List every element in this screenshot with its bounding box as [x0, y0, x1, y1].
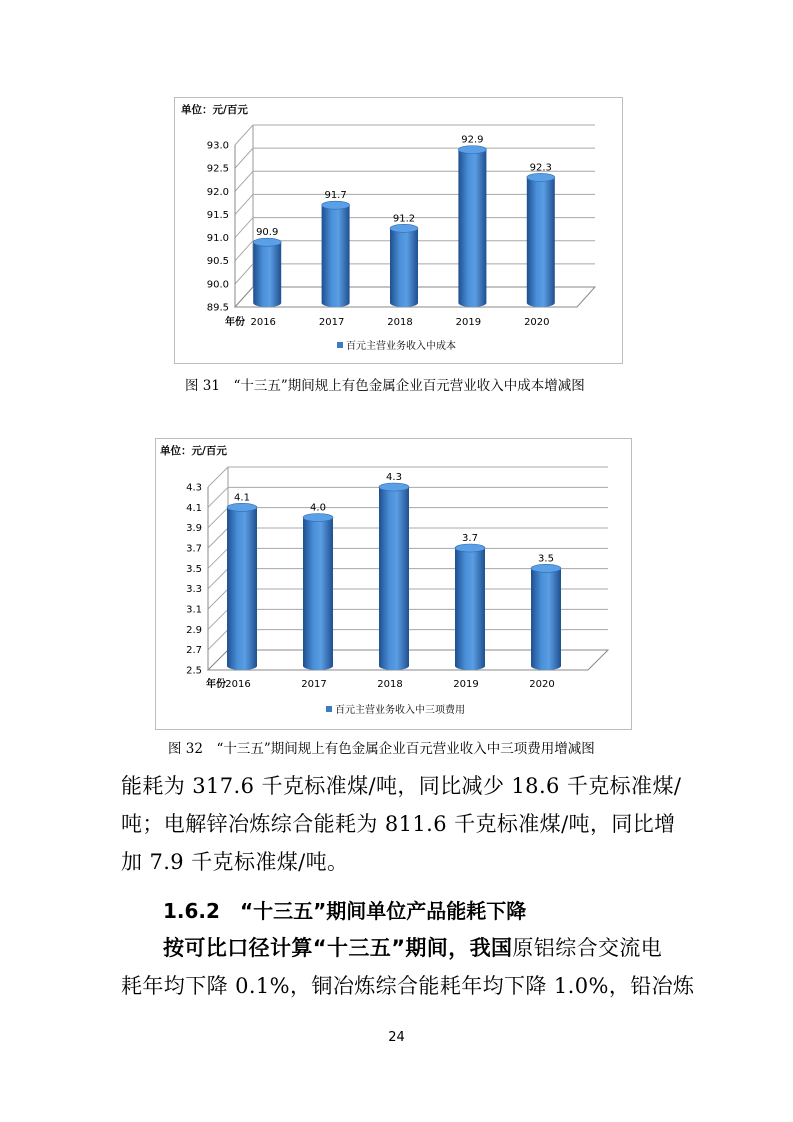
legend-label: 百元主营业务收入中成本 [346, 341, 456, 352]
legend-swatch [337, 342, 343, 348]
chart-three-expenses-per-hundred-yuan [155, 438, 632, 730]
unit-label: 单位：元/百元 [160, 445, 227, 457]
bar-top [379, 483, 409, 491]
y-tick-label: 90.5 [206, 256, 229, 268]
x-tick-label: 2017 [301, 679, 327, 690]
bar-body [322, 205, 350, 307]
data-label: 91.7 [324, 190, 347, 202]
bar [303, 514, 333, 671]
y-tick-label: 3.7 [186, 543, 202, 555]
bar-top [303, 514, 333, 522]
data-label: 3.7 [462, 533, 478, 544]
gridline [208, 467, 608, 487]
y-tick-label: 4.1 [186, 502, 202, 514]
page-number: 24 [388, 1030, 405, 1045]
chart-svg-2 [156, 439, 631, 729]
bar [253, 238, 281, 307]
data-label: 3.5 [538, 553, 554, 565]
bar [390, 224, 418, 307]
bar-top [458, 146, 486, 154]
bar-body [390, 228, 418, 307]
y-tick-label: 89.5 [206, 302, 229, 314]
bar-body [227, 507, 257, 670]
bar [531, 564, 561, 670]
section-heading: 1.6.2 “十三五”期间单位产品能耗下降 [163, 899, 527, 923]
bar [458, 146, 486, 307]
y-tick-label: 3.1 [186, 604, 202, 616]
y-tick-label: 2.9 [186, 624, 202, 636]
data-label: 4.3 [386, 472, 402, 483]
data-label: 92.9 [461, 134, 484, 146]
y-tick-label: 2.7 [186, 645, 202, 657]
bar-body [253, 242, 281, 307]
y-tick-label: 93.0 [206, 140, 229, 152]
data-label: 91.2 [392, 213, 416, 225]
x-tick-label: 2017 [318, 317, 345, 328]
figure-31-caption: 图 31 “十三五”期间规上有色金属企业百元营业收入中成本增减图 [185, 378, 585, 394]
bar-top [455, 544, 485, 552]
paragraph-line: 加 7.9 千克标准煤/吨。 [121, 850, 349, 874]
bold-lead-text: 按可比口径计算“十三五”期间，我国 [163, 936, 513, 960]
chart-svg-1 [175, 98, 622, 363]
legend-label: 百元主营业务收入中三项费用 [335, 705, 465, 716]
paragraph-line: 耗年均下降 0.1%，铜冶炼综合能耗年均下降 1.0%，铅冶炼 [121, 974, 695, 998]
bar-top [322, 201, 350, 209]
bar-body [303, 518, 333, 671]
y-tick-label: 3.5 [186, 563, 202, 575]
bar-body [527, 177, 555, 307]
y-tick-label: 92.5 [206, 163, 229, 175]
bar-body [455, 548, 485, 670]
x-tick-label: 2016 [225, 679, 251, 690]
x-tick-label: 2018 [377, 679, 403, 690]
x-tick-label: 2020 [524, 317, 550, 328]
x-axis-label: 年份 [206, 679, 226, 690]
y-tick-label: 2.5 [186, 665, 202, 677]
legend-swatch [326, 706, 332, 712]
y-tick-label: 4.3 [186, 482, 202, 494]
paragraph-line [163, 930, 662, 966]
bar [527, 173, 555, 307]
paragraph-line: 能耗为 317.6 千克标准煤/吨，同比减少 18.6 千克标准煤/ [121, 774, 682, 798]
y-tick-label: 91.0 [206, 233, 229, 245]
bar-body [379, 487, 409, 670]
y-tick-label: 92.0 [206, 186, 229, 198]
bar-body [531, 568, 561, 670]
x-tick-label: 2018 [387, 317, 413, 328]
bar [379, 483, 409, 670]
chart-cost-per-hundred-yuan [174, 97, 623, 364]
bar-top [390, 224, 418, 232]
x-tick-label: 2019 [455, 317, 482, 328]
bar [455, 544, 485, 670]
y-tick-label: 3.9 [186, 523, 202, 535]
bar [227, 503, 257, 670]
y-tick-label: 90.0 [206, 279, 229, 291]
paragraph-text: 原铝综合交流电 [512, 936, 663, 960]
bar-top [531, 564, 561, 572]
data-label: 92.3 [529, 162, 552, 174]
data-label: 4.0 [310, 502, 326, 514]
y-tick-label: 3.3 [186, 584, 202, 596]
y-tick-label: 91.5 [206, 209, 229, 221]
x-axis-label: 年份 [225, 317, 245, 328]
bar-top [527, 173, 555, 181]
data-label: 4.1 [234, 492, 250, 504]
unit-label: 单位：元/百元 [181, 104, 248, 116]
gridline [235, 125, 595, 145]
bar [322, 201, 350, 307]
figure-32-caption: 图 32 “十三五”期间规上有色金属企业百元营业收入中三项费用增减图 [168, 741, 595, 757]
bar-top [227, 503, 257, 511]
paragraph-line: 吨；电解锌冶炼综合能耗为 811.6 千克标准煤/吨，同比增 [121, 812, 676, 836]
bar-body [458, 150, 486, 307]
x-tick-label: 2019 [453, 679, 479, 690]
x-tick-label: 2016 [250, 317, 276, 328]
x-tick-label: 2020 [529, 679, 555, 690]
data-label: 90.9 [256, 227, 279, 239]
bar-top [253, 238, 281, 246]
